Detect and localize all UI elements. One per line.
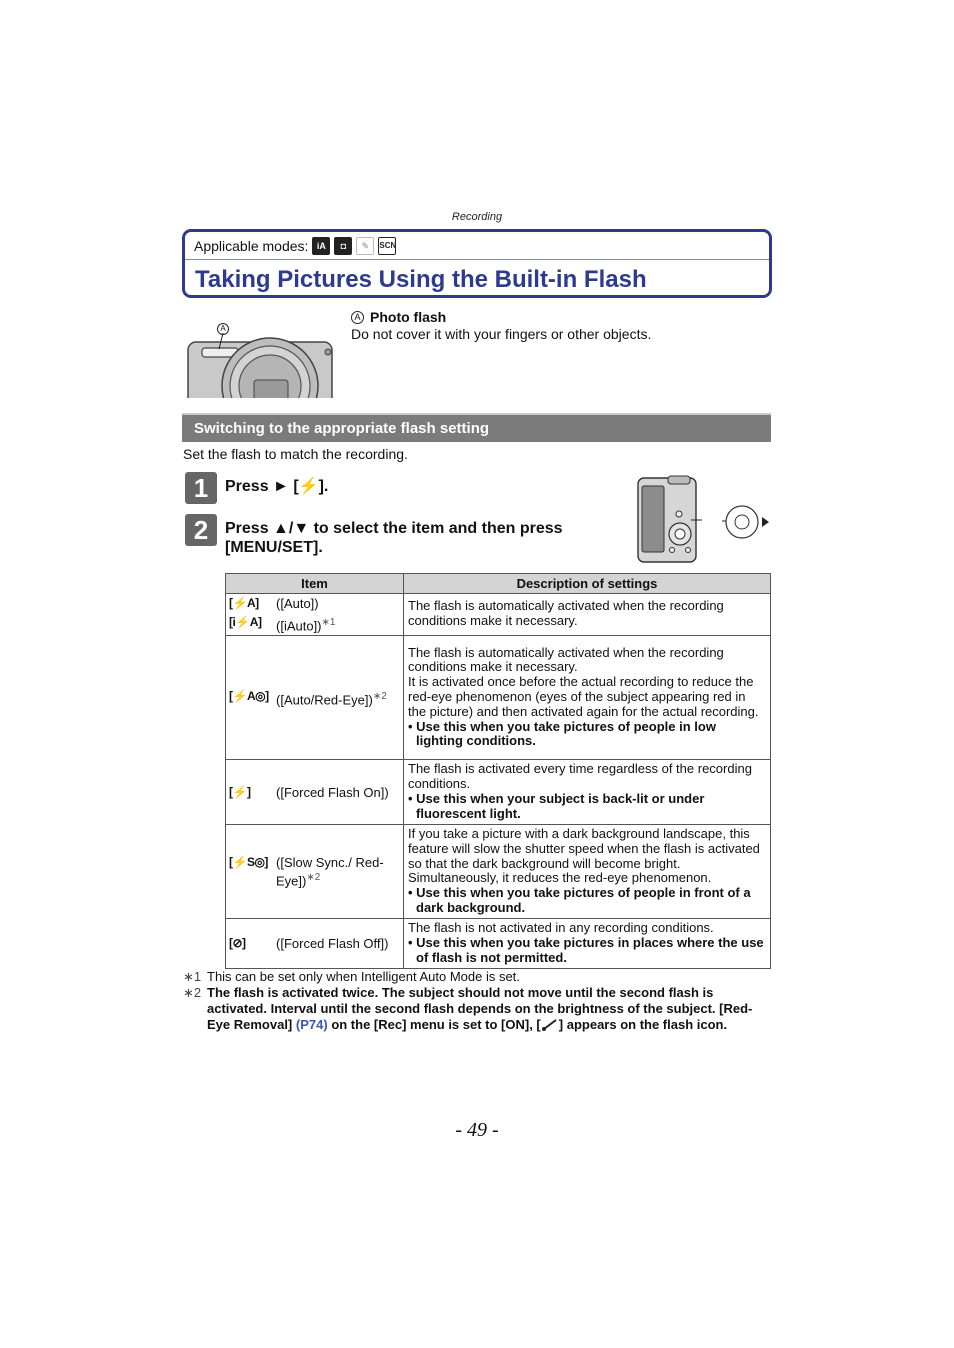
step-1-text: Press ► [⚡]. <box>225 478 329 495</box>
title-divider <box>185 259 769 260</box>
item-label: ([iAuto])$^{∗1}$ <box>276 617 336 634</box>
section-intro: Set the flash to match the recording. <box>183 446 408 462</box>
usage-tip: • Use this when you take pictures in places where the use of flash is not permitted. <box>408 934 764 965</box>
item-label: ([Forced Flash On]) <box>276 784 389 800</box>
header-item: Item <box>226 574 404 594</box>
usage-tip: • Use this when your subject is back-lit or under fluorescent light. <box>408 790 705 821</box>
page-link-p74[interactable]: (P74) <box>295 1017 328 1032</box>
table-row <box>226 594 771 636</box>
step-1-badge: 1 <box>185 472 217 504</box>
intelligent-auto-mode-icon: iA <box>312 237 330 255</box>
flash-settings-table <box>225 573 771 969</box>
table-row <box>226 636 771 760</box>
creative-mode-icon: ✎ <box>356 237 374 255</box>
photo-flash-label: Photo flash <box>370 309 447 325</box>
description-text: The flash is not activated in any recording conditions. <box>408 920 714 936</box>
header-description: Description of settings <box>404 574 771 594</box>
description-text: The flash is automatically activated when the recording conditions make it necessary. <box>408 598 724 629</box>
description-text: The flash is activated every time regardless of the recording conditions. <box>408 761 752 792</box>
flash-auto-red-eye-icon: [⚡A◎] <box>229 688 269 703</box>
red-eye-removal-brush-icon <box>541 1018 559 1031</box>
table-row <box>226 825 771 919</box>
item-label: ([Auto/Red-Eye])$^{∗2}$ <box>276 690 387 707</box>
flash-forced-on-icon: [⚡] <box>229 784 251 799</box>
usage-tip: • Use this when you take pictures of people in front of a dark background. <box>408 885 751 915</box>
flash-iauto-icon: [i⚡A] <box>229 615 262 629</box>
item-label: ([Slow Sync./ Red-Eye])$^{∗2}$ <box>276 855 384 889</box>
modes-label: Applicable modes: <box>194 238 309 254</box>
table-row <box>226 919 771 969</box>
usage-tip: • Use this when you take pictures of people in low lighting conditions. <box>408 718 716 749</box>
footnote-ref: ∗1 <box>321 617 336 628</box>
flash-slow-sync-icon: [⚡S◎] <box>229 855 268 870</box>
flash-forced-off-icon: [⊘] <box>229 936 246 951</box>
title-box <box>182 229 772 298</box>
step-2-badge: 2 <box>185 514 217 546</box>
camera-front-illustration <box>186 322 334 398</box>
normal-picture-mode-icon: ◘ <box>334 237 352 255</box>
flash-description <box>351 309 651 342</box>
table-row <box>226 760 771 825</box>
item-label: ([Auto]) <box>276 596 319 611</box>
description-text: The flash is automatically activated when the recording conditions make it necessary. <box>408 644 724 675</box>
flash-auto-icon: [⚡A] <box>229 596 259 610</box>
footnote-2: ∗2 The flash is activated twice. The subject should not move until the second flash is activated. Interval until the second flash depends on the brightness of the subject. [Red-Eye Removal] (P74) on the [Rec] menu is set to [ON], [ ] appears on the flash icon. <box>183 985 753 1032</box>
footnotes <box>183 969 773 1033</box>
marker-a-icon: A <box>351 311 364 324</box>
step-2-text: Press ▲/▼ to select the item and then press [MENU/SET]. <box>225 520 563 556</box>
flash-marker-a: A <box>217 323 229 335</box>
cursor-dial-illustration <box>722 503 772 541</box>
page-title: Taking Pictures Using the Built-in Flash <box>195 266 647 293</box>
item-label: ([Forced Flash Off]) <box>276 936 389 952</box>
section-label: Recording <box>451 211 503 223</box>
page-number: - 49 - <box>455 1119 499 1141</box>
description-text: If you take a picture with a dark background landscape, this feature will slow the shutter speed when the flash is activated so that the dark background will become bright. Simultaneously, it reduces the red-eye phenomenon. <box>408 825 760 886</box>
description-text: It is activated once before the actual recording to reduce the red-eye phenomenon (eyes of the subject appearing red in the picture) and then activated again for the actual recording. <box>408 674 759 719</box>
camera-back-illustration <box>634 472 702 564</box>
footnote-1: ∗1 This can be set only when Intelligent Auto Mode is set. <box>183 969 520 984</box>
scene-mode-icon: SCN <box>378 237 396 255</box>
section-heading: Switching to the appropriate flash setting <box>182 413 771 442</box>
applicable-modes <box>194 237 396 255</box>
footnote-ref: ∗2 <box>306 872 321 884</box>
footnote-ref: ∗2 <box>372 690 387 702</box>
photo-flash-text: Do not cover it with your fingers or other objects. <box>351 326 652 342</box>
